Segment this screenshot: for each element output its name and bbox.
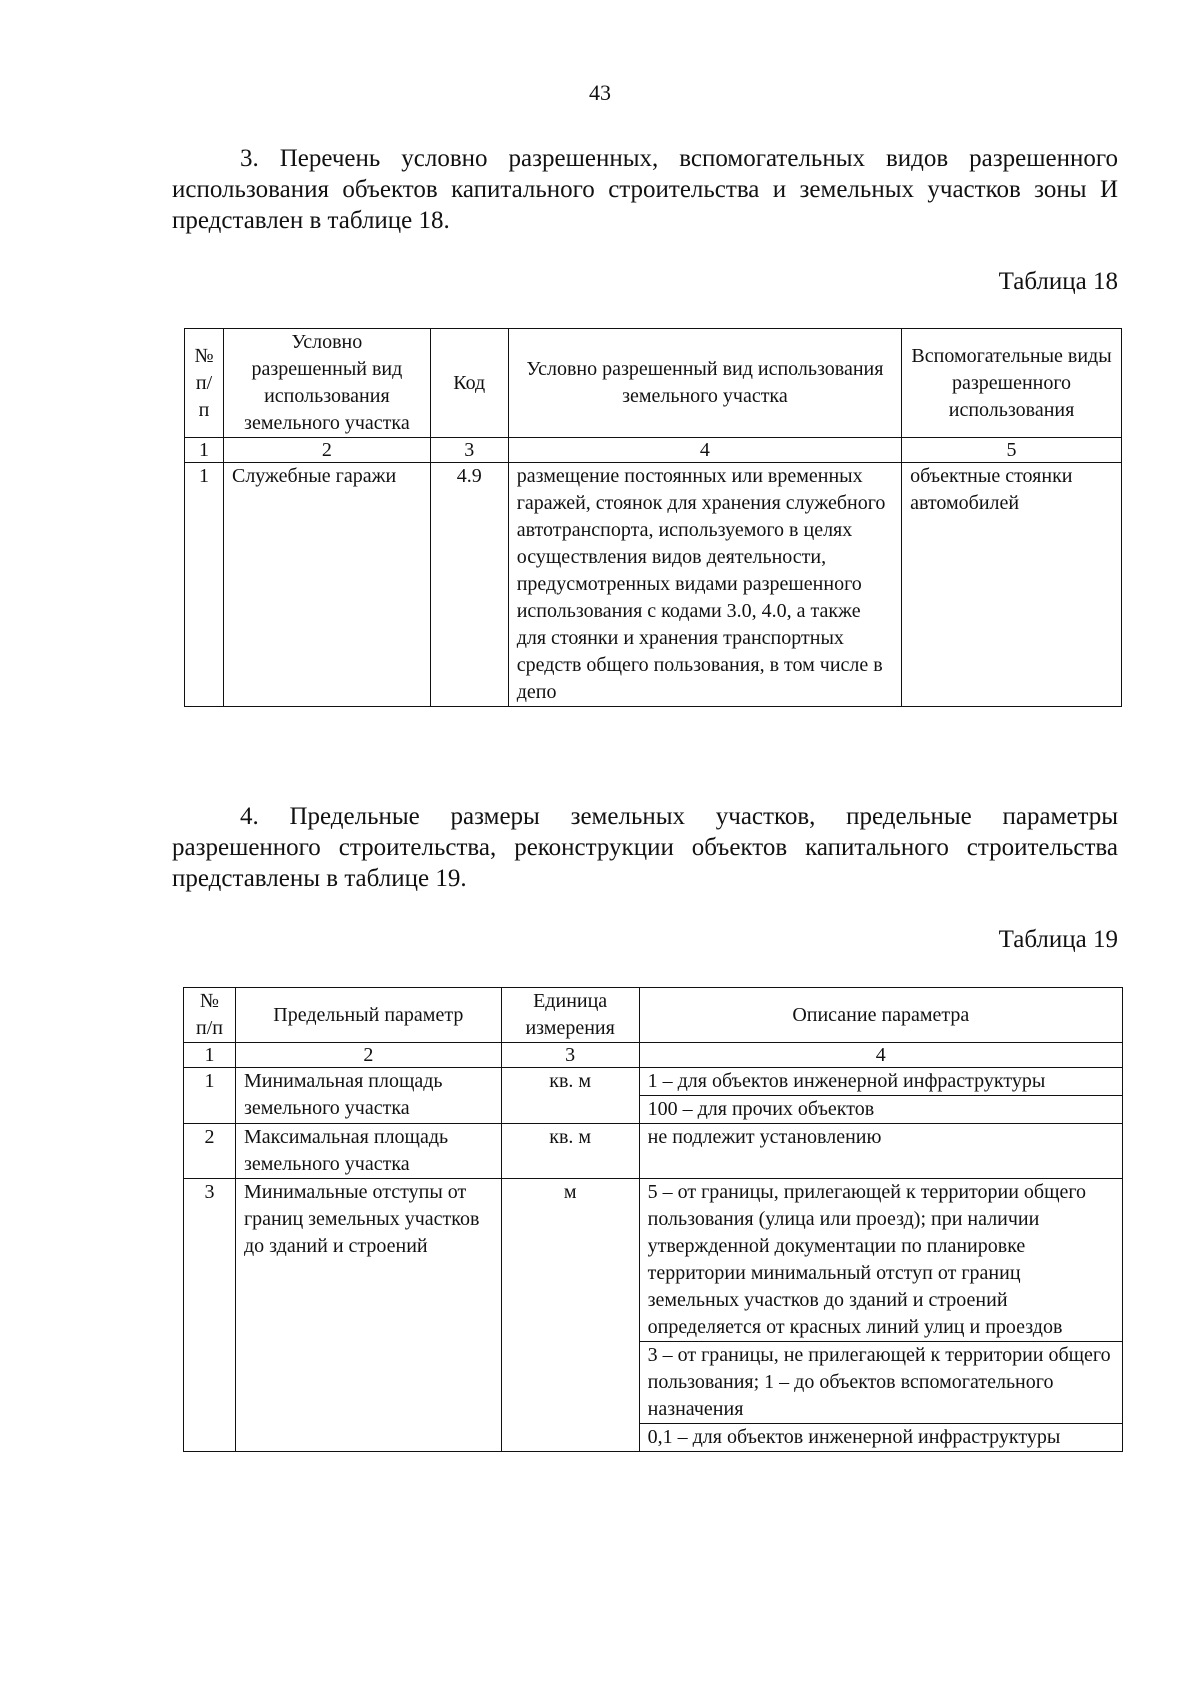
parameter-description (639, 1124, 1122, 1179)
column-number: 2 (223, 438, 430, 463)
parameter-name: Минимальные отступы от границ земельных участков до зданий и строений (235, 1179, 501, 1452)
table-18-header-row (185, 329, 1122, 438)
column-number: 5 (902, 438, 1122, 463)
parameter-name: Максимальная площадь земельного участка (235, 1124, 501, 1179)
description-entry: 3 – от границы, не прилегающей к территории общего пользования; 1 – до объектов вспомогательного назначения (640, 1341, 1122, 1423)
table-19 (183, 987, 1123, 1452)
column-number: 3 (501, 1043, 639, 1068)
use-name: Служебные гаражи (223, 463, 430, 707)
header-cell: № п/п (184, 988, 236, 1043)
section-4-text: 4. Предельные размеры земельных участков, предельные параметры разрешенного строительства, реконструкции объектов капитального строительства представлены в таблице 19. (172, 803, 1118, 892)
section-4-paragraph (172, 801, 1118, 894)
table-18 (184, 328, 1122, 707)
row-number: 1 (185, 463, 224, 707)
table-row (184, 1179, 1123, 1452)
use-code: 4.9 (430, 463, 508, 707)
row-number: 1 (184, 1068, 236, 1124)
parameter-unit: кв. м (501, 1068, 639, 1124)
description-entry: 5 – от границы, прилегающей к территории общего пользования (улица или проезд); при наличии утвержденной документации по планировке территории минимальный отступ от границ земельных участков до зданий и строений определяется от красных линий улиц и проездов (647, 1181, 1087, 1338)
table-18-caption: Таблица 18 (998, 268, 1118, 295)
header-cell: Условно разрешенный вид использования земельного участка (508, 329, 901, 438)
header-cell: Предельный параметр (235, 988, 501, 1043)
auxiliary-uses: объектные стоянки автомобилей (902, 463, 1122, 707)
column-number: 2 (235, 1043, 501, 1068)
table-row (184, 1068, 1123, 1124)
page-number: 43 (589, 80, 611, 105)
description-entry: 100 – для прочих объектов (640, 1095, 1122, 1123)
parameter-unit: м (501, 1179, 639, 1452)
table-row (185, 463, 1122, 707)
row-number: 3 (184, 1179, 236, 1452)
description-entry: 0,1 – для объектов инженерной инфраструктуры (640, 1423, 1122, 1451)
header-cell: Код (430, 329, 508, 438)
column-number: 1 (184, 1043, 236, 1068)
table-19-caption: Таблица 19 (998, 926, 1118, 953)
header-cell: Описание параметра (639, 988, 1122, 1043)
parameter-description (639, 1179, 1122, 1452)
section-3-paragraph (172, 143, 1118, 236)
table-19-header-row (184, 988, 1123, 1043)
row-number: 2 (184, 1124, 236, 1179)
use-description: размещение постоянных или временных гаражей, стоянок для хранения служебного автотранспорта, используемого в целях осуществления видов деятельности, предусмотренных видами разрешенного использования с кодами 3.0, 4.0, а также для стоянки и хранения транспортных средств общего пользования, в том числе в депо (508, 463, 901, 707)
column-number: 4 (639, 1043, 1122, 1068)
section-3-text: 3. Перечень условно разрешенных, вспомогательных видов разрешенного использования объектов капитального строительства и земельных участков зоны И представлен в таблице 18. (172, 145, 1118, 234)
column-number: 4 (508, 438, 901, 463)
header-cell: Условно разрешенный вид использования земельного участка (223, 329, 430, 438)
table-18-column-number-row (185, 438, 1122, 463)
parameter-name: Минимальная площадь земельного участка (235, 1068, 501, 1124)
parameter-unit: кв. м (501, 1124, 639, 1179)
column-number: 1 (185, 438, 224, 463)
header-cell: Вспомогательные виды разрешенного использования (902, 329, 1122, 438)
parameter-description (639, 1068, 1122, 1124)
header-cell: Единица измерения (501, 988, 639, 1043)
description-entry: не подлежит установлению (647, 1126, 882, 1148)
description-entry: 1 – для объектов инженерной инфраструктуры (647, 1070, 1046, 1092)
table-19-column-number-row (184, 1043, 1123, 1068)
table-row (184, 1124, 1123, 1179)
column-number: 3 (430, 438, 508, 463)
header-cell: № п/п (185, 329, 224, 438)
